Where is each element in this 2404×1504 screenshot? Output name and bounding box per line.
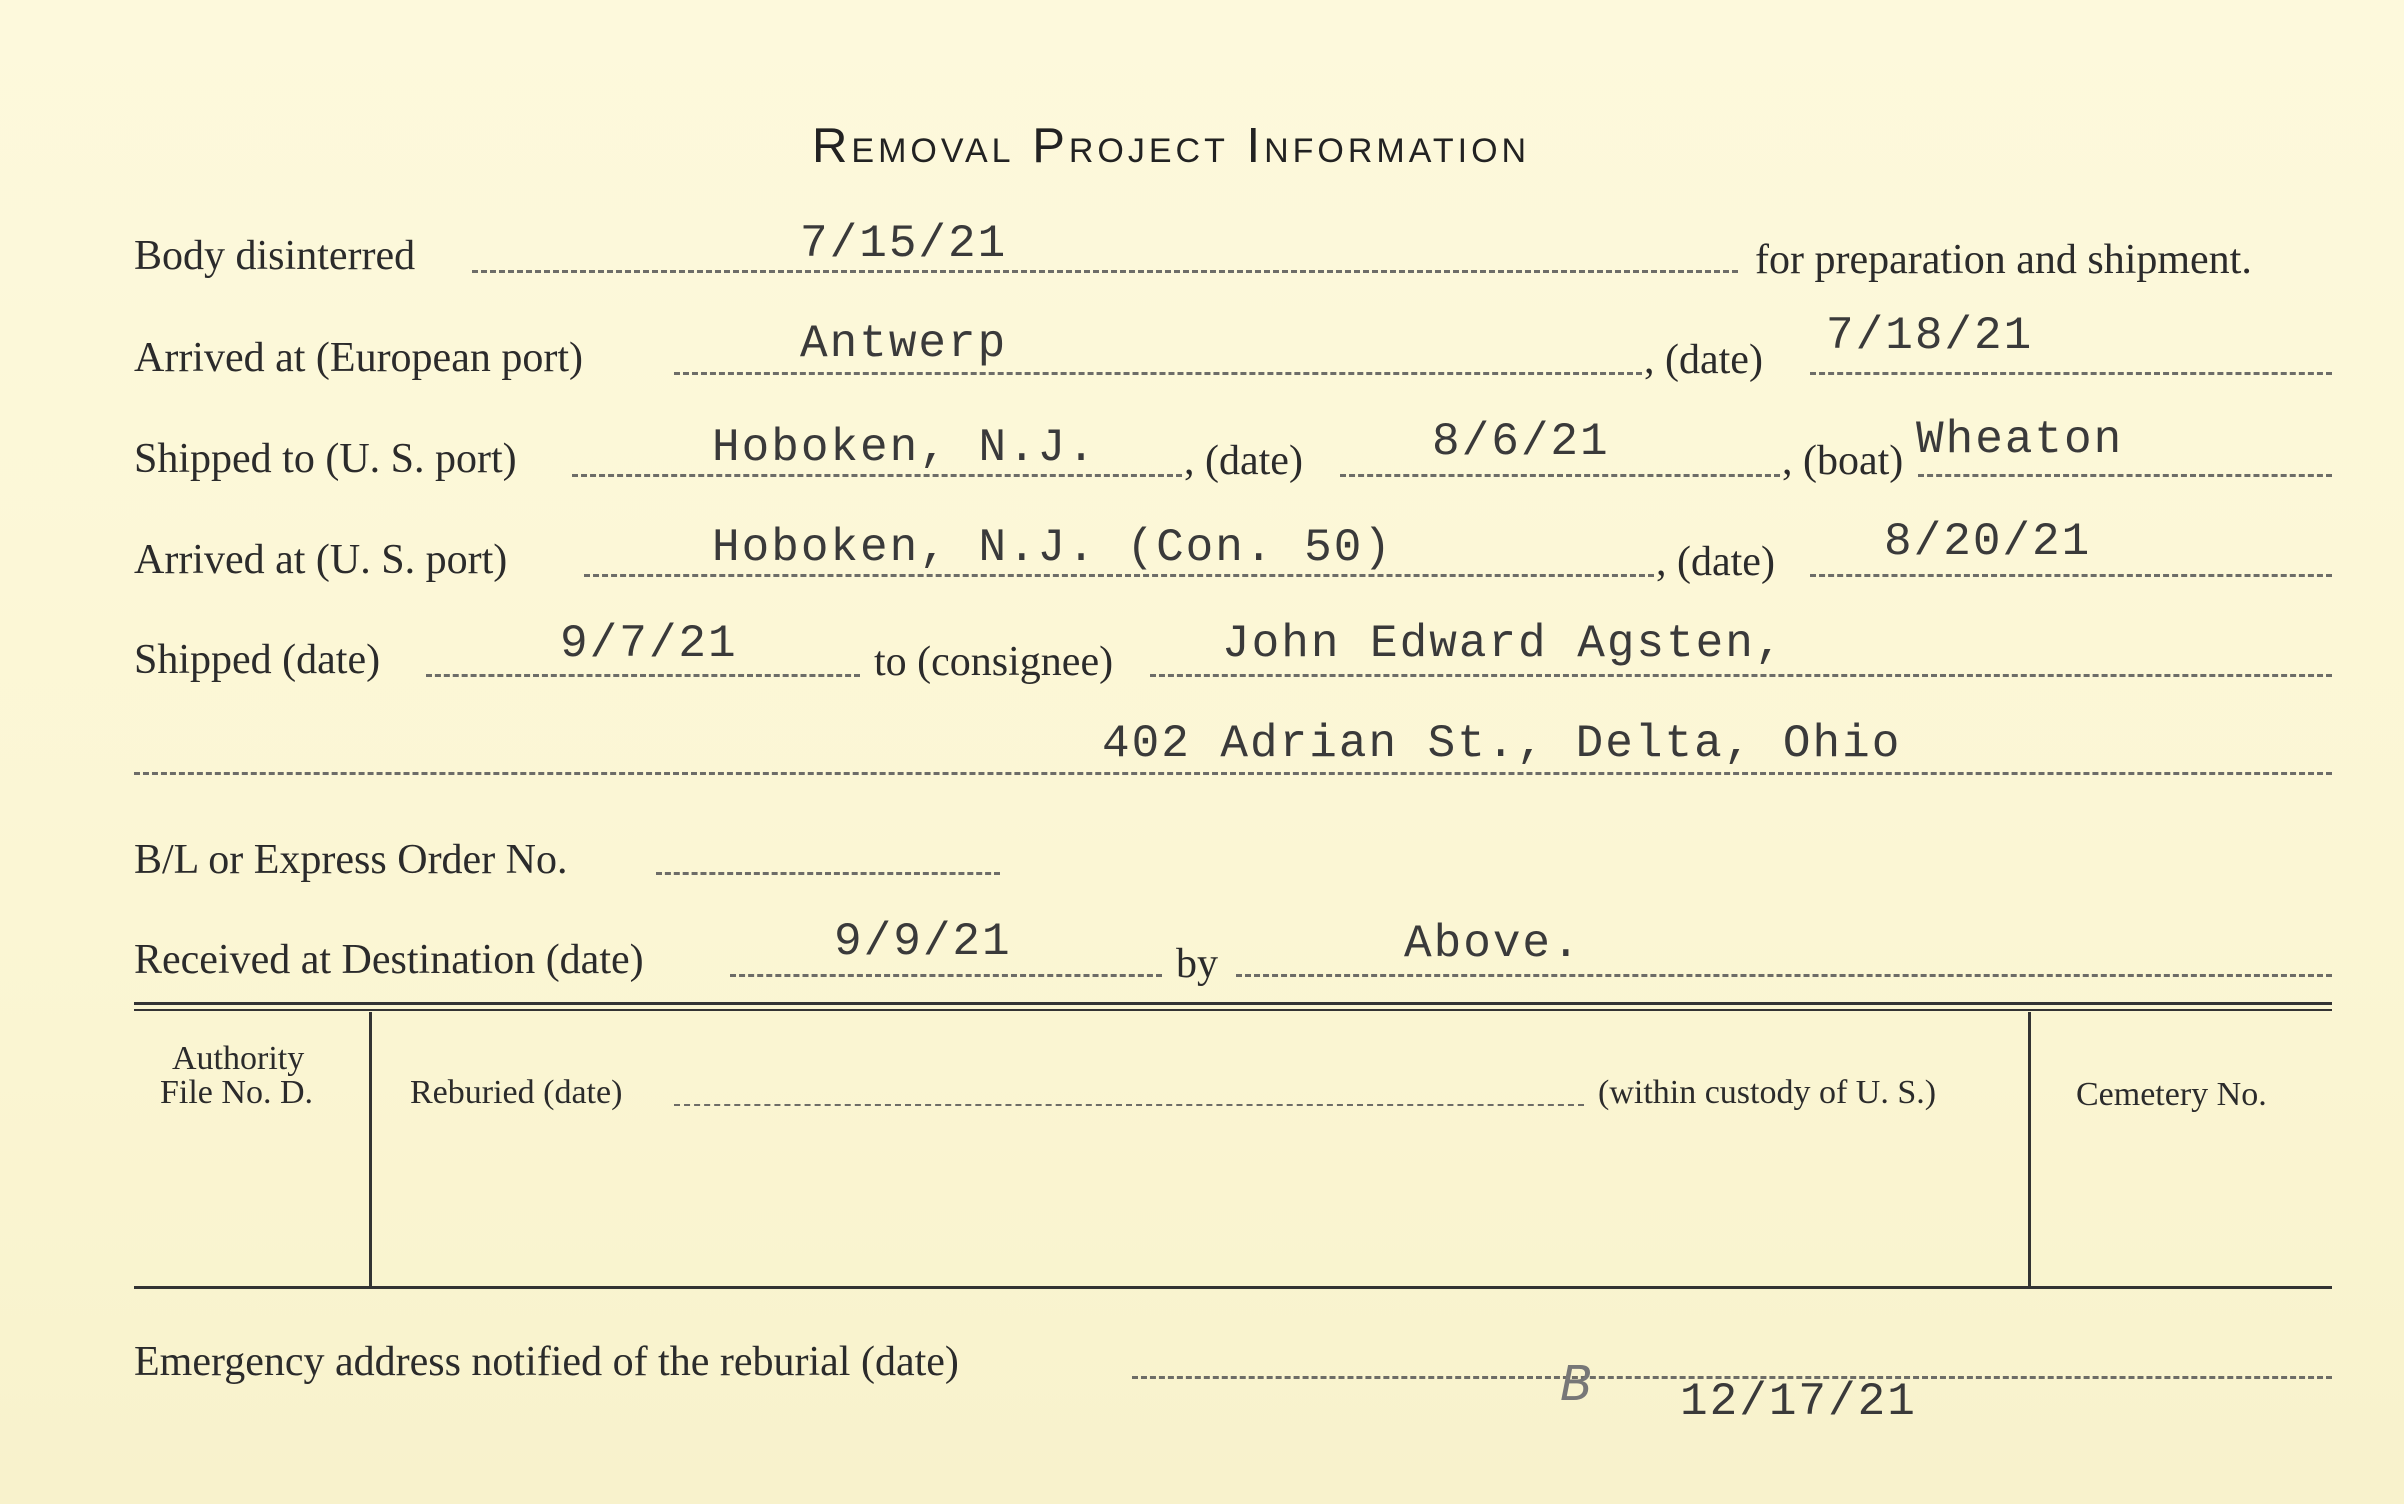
custody-label: (within custody of U. S.) <box>1598 1074 1937 1111</box>
received-date-line <box>730 974 1162 977</box>
body-disinterred-value: 7/15/21 <box>800 218 1008 270</box>
authority-label-1: Authority <box>172 1040 305 1077</box>
shipped-us-date-line <box>1340 474 1780 477</box>
box-bottom-rule <box>134 1286 2332 1289</box>
shipped-date-line <box>426 674 860 677</box>
box-top-rule-1 <box>134 1002 2332 1005</box>
page-title: Removal Project Information <box>812 119 1531 173</box>
body-disinterred-suffix: for preparation and shipment. <box>1755 237 2252 283</box>
arrived-european-date-label: , (date) <box>1644 337 1763 383</box>
shipped-us-line <box>572 474 1182 477</box>
received-label: Received at Destination (date) <box>134 937 644 983</box>
cemetery-label: Cemetery No. <box>2076 1076 2267 1113</box>
received-date: 9/9/21 <box>834 916 1012 968</box>
arrived-european-value: Antwerp <box>800 318 1008 370</box>
consignee-line <box>1150 674 2332 677</box>
authority-label-2: File No. D. <box>160 1074 313 1111</box>
shipped-us-boat-line <box>1918 474 2332 477</box>
shipped-date-label: Shipped (date) <box>134 637 381 683</box>
reburied-label: Reburied (date) <box>410 1074 623 1111</box>
shipped-us-date-label: , (date) <box>1184 438 1303 484</box>
arrived-us-line <box>584 574 1654 577</box>
arrived-european-date-line <box>1810 372 2332 375</box>
body-disinterred-label: Body disinterred <box>134 233 416 279</box>
arrived-us-label: Arrived at (U. S. port) <box>134 537 508 583</box>
box-top-rule-2 <box>134 1009 2332 1011</box>
consignee-name: John Edward Agsten, <box>1222 618 1785 670</box>
received-by-line <box>1236 974 2332 977</box>
arrived-us-value: Hoboken, N.J. (Con. 50) <box>712 522 1393 574</box>
shipped-us-boat-label: , (boat) <box>1782 438 1904 484</box>
arrived-european-label: Arrived at (European port) <box>134 335 583 381</box>
reburied-line <box>674 1104 1584 1106</box>
body-disinterred-line <box>472 270 1738 273</box>
shipped-us-value: Hoboken, N.J. <box>712 422 1097 474</box>
arrived-us-date-label: , (date) <box>1656 539 1775 585</box>
bl-order-label: B/L or Express Order No. <box>134 837 568 883</box>
shipped-date-value: 9/7/21 <box>560 618 738 670</box>
received-by: Above. <box>1404 918 1582 970</box>
arrived-european-line <box>674 372 1642 375</box>
box-divider-right <box>2028 1012 2031 1286</box>
arrived-us-date-line <box>1810 574 2332 577</box>
received-by-label: by <box>1176 941 1218 987</box>
arrived-us-date: 8/20/21 <box>1884 516 2092 568</box>
emergency-label: Emergency address notified of the reburial (date) <box>134 1339 959 1385</box>
shipped-us-label: Shipped to (U. S. port) <box>134 436 517 482</box>
consignee-label: to (consignee) <box>874 639 1114 685</box>
arrived-european-date: 7/18/21 <box>1826 310 2034 362</box>
emergency-initial: B <box>1560 1356 1593 1412</box>
bl-order-line <box>656 872 1000 875</box>
shipped-us-boat: Wheaton <box>1916 414 2124 466</box>
consignee-address-line <box>134 772 2332 775</box>
consignee-address: 402 Adrian St., Delta, Ohio <box>1102 718 1902 770</box>
emergency-date: 12/17/21 <box>1680 1376 1917 1428</box>
box-divider-left <box>369 1012 372 1286</box>
shipped-us-date: 8/6/21 <box>1432 416 1610 468</box>
